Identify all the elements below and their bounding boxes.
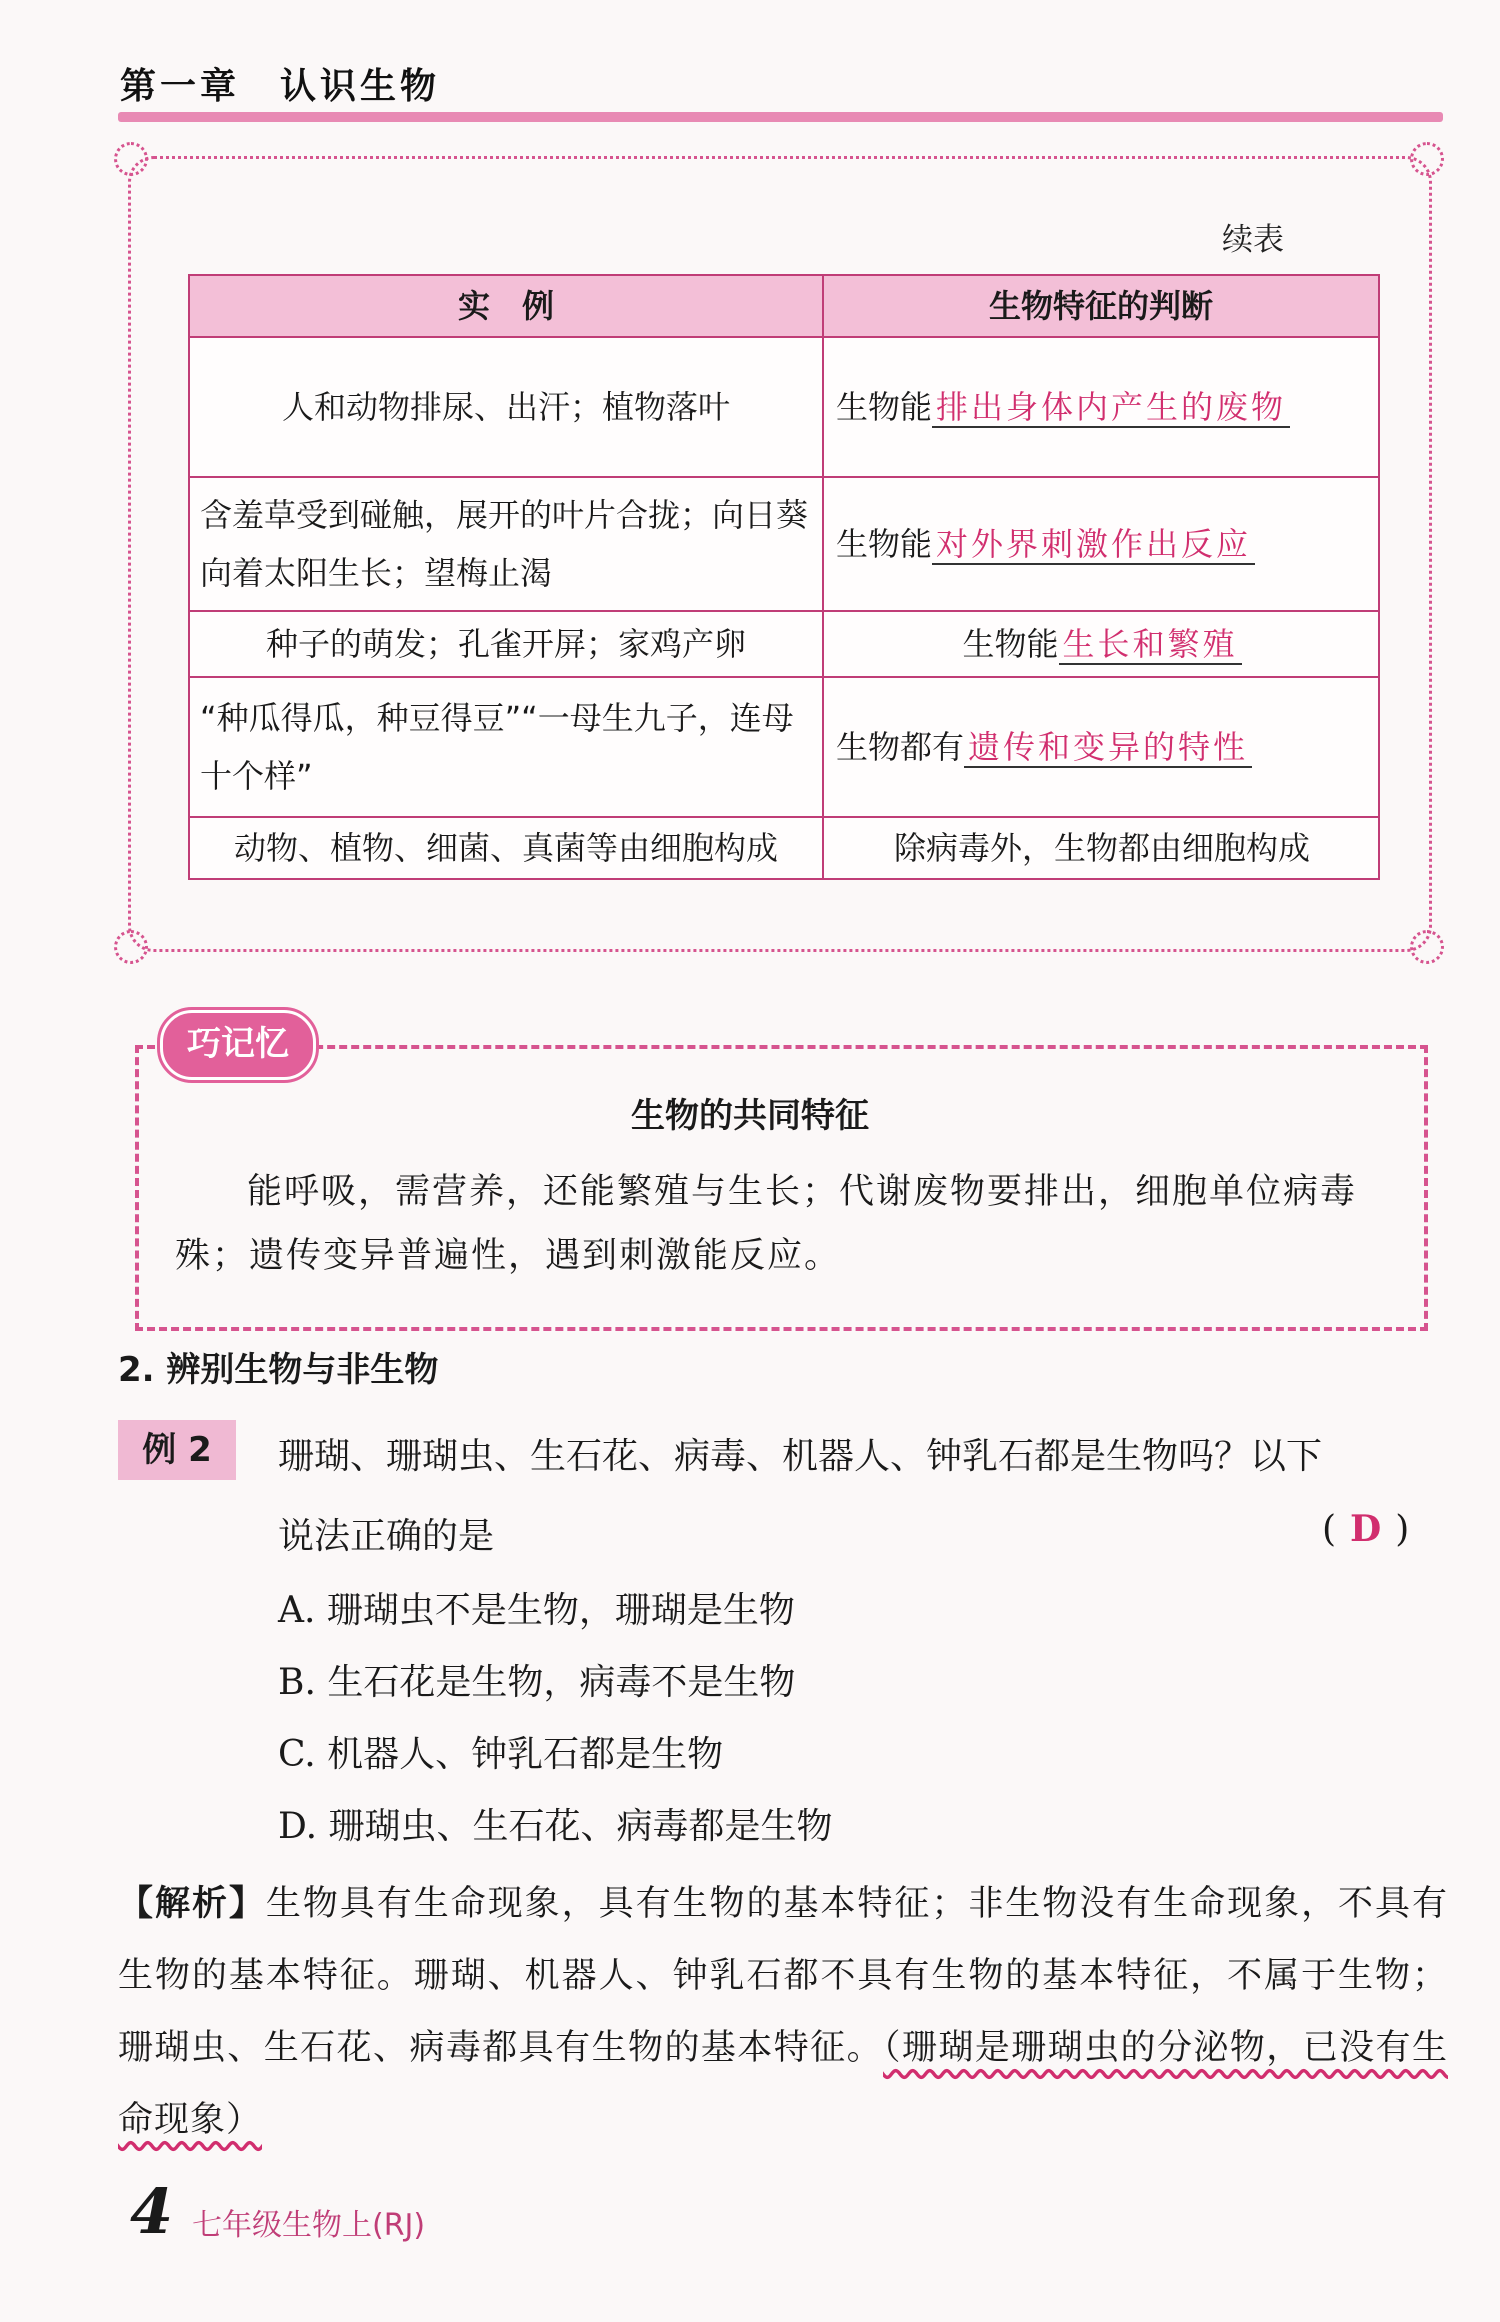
judgement-cell bbox=[823, 677, 1379, 817]
memory-tip-badge: 巧记忆 bbox=[160, 1010, 316, 1080]
characteristics-table bbox=[188, 274, 1380, 880]
example-cell: “种瓜得瓜，种豆得豆”“一母生九子，连母十个样” bbox=[189, 677, 823, 817]
analysis-note: （珊瑚是珊瑚虫的分泌物，已没有生命现象） bbox=[118, 2028, 1448, 2140]
page-number: 4 bbox=[130, 2175, 174, 2248]
table-row bbox=[189, 477, 1379, 611]
analysis-paragraph bbox=[118, 1868, 1448, 2156]
question-text: 说法正确的是 bbox=[278, 1516, 495, 1557]
answer-text: 遗传和变异的特性 bbox=[964, 728, 1252, 768]
judgement-prefix: 生物能 bbox=[836, 525, 933, 563]
question-text: 珊瑚、珊瑚虫、生石花、病毒、机器人、钟乳石都是生物吗？以下 bbox=[278, 1436, 1323, 1477]
judgement-prefix: 生物都有 bbox=[836, 728, 965, 766]
option-c: C. 机器人、钟乳石都是生物 bbox=[278, 1734, 724, 1775]
frame-corner-ornament bbox=[1410, 930, 1444, 964]
section-title: 2. 辨别生物与非生物 bbox=[118, 1350, 439, 1390]
chapter-title: 第一章 认识生物 bbox=[120, 65, 441, 107]
example-cell: 人和动物排尿、出汗；植物落叶 bbox=[189, 337, 823, 477]
judgement-cell bbox=[823, 337, 1379, 477]
table-row bbox=[189, 611, 1379, 677]
analysis-text: 生物具有生命现象，具有生物的基本特征；非生物没有生命现象，不具有生物的基本特征。珊瑚、机器人、钟乳石都不具有生物的基本特征，不属于生物；珊瑚虫、生石花、病毒都具有生物的基本特征。 bbox=[118, 1884, 1448, 2068]
answer-text: 排出身体内产生的废物 bbox=[932, 388, 1290, 428]
judgement-cell bbox=[823, 817, 1379, 879]
continued-label: 续表 bbox=[1222, 222, 1284, 258]
table-row bbox=[189, 677, 1379, 817]
judgement-prefix: 生物能 bbox=[836, 388, 933, 426]
option-a: A. 珊瑚虫不是生物，珊瑚是生物 bbox=[278, 1590, 795, 1631]
judgement-prefix: 生物能 bbox=[962, 625, 1059, 663]
example-cell: 含羞草受到碰触，展开的叶片合拢；向日葵向着太阳生长；望梅止渴 bbox=[189, 477, 823, 611]
frame-corner-ornament bbox=[1410, 142, 1444, 176]
memory-tip-body: 能呼吸，需营养，还能繁殖与生长；代谢废物要排出，细胞单位病毒殊；遗传变异普遍性，遇到刺激能反应。 bbox=[175, 1172, 1358, 1276]
judgement-cell bbox=[823, 477, 1379, 611]
frame-corner-ornament bbox=[114, 142, 148, 176]
judgement-cell bbox=[823, 611, 1379, 677]
option-d: D. 珊瑚虫、生石花、病毒都是生物 bbox=[278, 1806, 833, 1847]
judgement-prefix: 除病毒外，生物都由细胞构成 bbox=[893, 829, 1310, 867]
table-row bbox=[189, 337, 1379, 477]
table-row bbox=[189, 817, 1379, 879]
example-badge: 例 2 bbox=[118, 1420, 236, 1480]
header-divider bbox=[118, 112, 1443, 122]
answer-text: 对外界刺激作出反应 bbox=[932, 525, 1255, 565]
page-header bbox=[120, 58, 440, 109]
memory-tip-title: 生物的共同特征 bbox=[631, 1096, 869, 1136]
answer-bracket: ( D ) bbox=[1322, 1508, 1410, 1550]
example-cell: 种子的萌发；孔雀开屏；家鸡产卵 bbox=[189, 611, 823, 677]
column-header-example: 实 例 bbox=[189, 275, 823, 337]
answer-letter: D bbox=[1350, 1508, 1382, 1550]
column-header-judgement: 生物特征的判断 bbox=[823, 275, 1379, 337]
example-cell: 动物、植物、细菌、真菌等由细胞构成 bbox=[189, 817, 823, 879]
frame-corner-ornament bbox=[114, 930, 148, 964]
option-b: B. 生石花是生物，病毒不是生物 bbox=[278, 1662, 796, 1703]
table-header-row bbox=[189, 275, 1379, 337]
answer-text: 生长和繁殖 bbox=[1059, 625, 1242, 665]
analysis-label: 【解析】 bbox=[118, 1884, 266, 1924]
book-title: 七年级生物上(RJ) bbox=[192, 2208, 426, 2243]
